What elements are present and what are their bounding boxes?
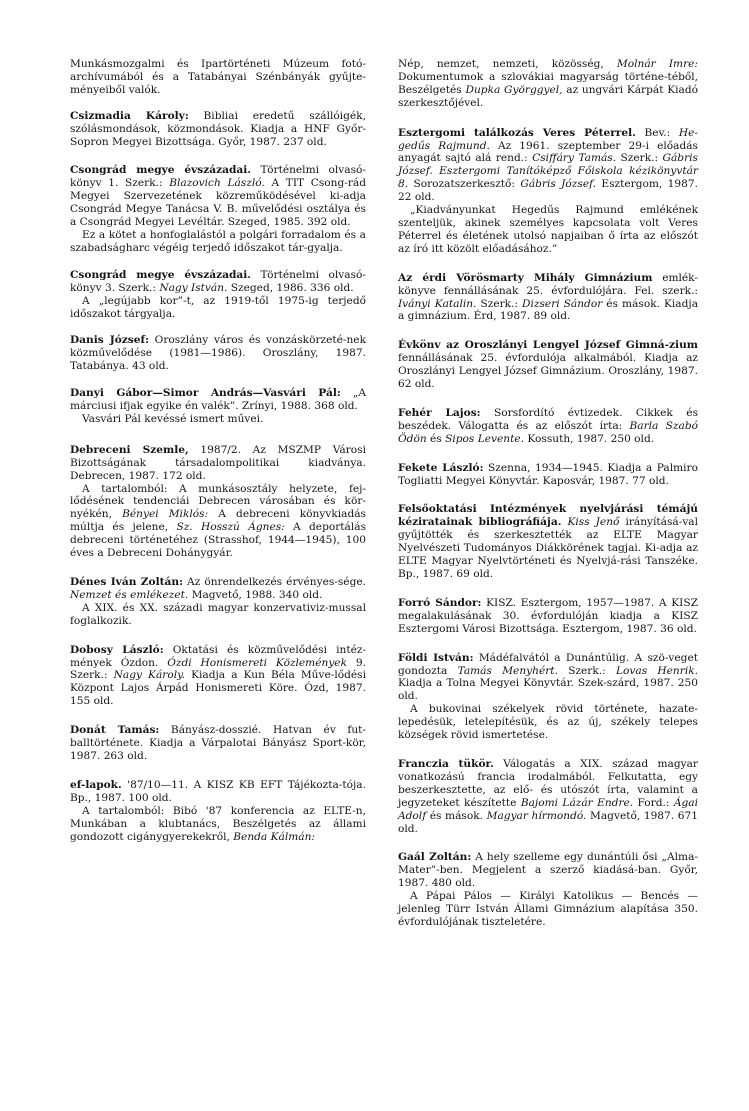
entry-editor: Kiss Jenő <box>567 516 620 529</box>
entry-text: Szenna, 1934—1945. Kiadja a Palmiro Togliatti Megyei Könyvtár. Kaposvár, 1987. 77 old. <box>398 461 698 487</box>
entry-dobosy <box>70 644 366 709</box>
entry-donat <box>70 724 366 763</box>
entry-author: Fekete László: <box>398 461 484 474</box>
entry-text: emlék-könyve fennállásának 25. évfordulójára. Fel. szerk.: <box>398 271 698 297</box>
entry-text: KISZ. Esztergom, 1957—1987. A KISZ megalakulásának 30. évfordulóján kiadja a KISZ Esztergomi Városi Bizottsága. Esztergom, 1987. 36 old. <box>398 596 698 635</box>
entry-note <box>70 483 366 560</box>
entry-text-part: az ungvári Kárpát Kiadó szerkesztőjével. <box>398 83 698 109</box>
entry-editor: Ágai Adolf <box>398 796 698 822</box>
entry-title: Debreceni Szemle, <box>70 443 189 456</box>
entry-text-part: Dokumentumok a szlovákiai magyarság történe-téből, Beszélgetés <box>398 70 698 96</box>
entry-title: Évkönv az Oroszlányi Lengyel József Gimná-zium <box>398 339 698 352</box>
entry-text: Esztergom, 1987. 22 old. <box>398 178 699 204</box>
entry-text: Oktatási és közművelődési intéz-mények Ózdon. <box>70 643 367 669</box>
entry-series: Nemzet és emlékezet. <box>70 588 189 601</box>
entry-text: Sorozatszerkesztő: <box>408 178 521 191</box>
entry-esztergomi <box>398 127 698 256</box>
note-author: Benda Kálmán: <box>233 830 315 843</box>
entry-debreceni-szemle <box>70 444 366 560</box>
entry-text: Sorsfordító évtizedek. Cikkek és beszédek. Válogatta és az előszót írta: <box>398 406 699 432</box>
entry-author: Dupka Györggyel, <box>465 83 563 96</box>
entry-text: Oroszlány város és vonzáskörzeté-nek közművelődése (1981—1986). Oroszlány, 1987. Tatabánya. 43 old. <box>70 334 366 373</box>
entry-editor: Iványi Katalin. <box>398 297 477 310</box>
entry-author: Donát Tamás: <box>70 724 160 737</box>
entry-text: Az 1961. szeptember 29-i előadás anyagát sajtó alá rend.: <box>398 139 698 165</box>
note-text: A deportálás debreceni történetéhez (Strasshof, 1944—1945), 100 éves a Debreceni Dohánygyár. <box>70 521 367 560</box>
entry-author: Földi István: <box>398 651 474 664</box>
entry-title: ef-lapok. <box>70 778 122 791</box>
entry-text: és mások. Kiadja a gimnázium. Érd, 1987. 89 old. <box>398 297 699 323</box>
entry-text: Történelmi olvasó-könyv 1. Szerk.: <box>70 164 366 190</box>
entry-text: és mások. <box>426 809 487 822</box>
entry-text <box>398 58 698 110</box>
entry-author: Forró Sándor: <box>398 596 482 609</box>
entry-editor: Dizseri Sándor <box>522 297 603 310</box>
entry-author: Danis József: <box>70 334 149 347</box>
entry-text: 9. Szerk.: <box>70 656 366 682</box>
entry-franczia <box>398 758 698 835</box>
entry-editor: Lovas Henrik. <box>616 664 698 677</box>
entry-text: irányításá-val gyűjtötték és szerkesztették az ELTE Magyar Nyelvészeti Tudományos Diákkörének tagjai. Ki-adja az ELTE Magyar Nyelvtörténeti és Nyelvjá-rási Tanszéke. Bp., 1987. 69 old. <box>398 516 699 580</box>
entry-title: Franczia tükör. <box>398 757 494 770</box>
entry-text: Bibliai eredetű szállóigék, szólásmondások, közmondások. Kiadja a HNF Győr-Sopron Megyei Bizottsága. Győr, 1987. 237 old. <box>70 109 366 148</box>
entry-title: Az érdi Vörösmarty Mihály Gimnázium <box>398 271 653 284</box>
entry-forro <box>398 597 698 636</box>
entry-note: A „legújabb kor”-t, az 1919-től 1975-ig terjedő időszakot tárgyalja. <box>70 294 366 320</box>
entry-text: Kiadja a Tolna Megyei Könyvtár. Szek-szárd, 1987. 250 old. <box>398 677 698 703</box>
entry-erdi-vorosmarty <box>398 272 698 324</box>
entry-author: Danyi Gábor—Simor András—Vasvári Pál: <box>70 387 341 400</box>
entry-text: Szeged, 1986. 336 old. <box>227 281 354 294</box>
note-text: A tartalomból: Bibó '87 konferencia az ELTE-n, Munkában a klubtanács, Beszélgetés az állami gondozott cigánygyerekekről, <box>70 804 366 843</box>
entry-text: Kossuth, 1987. 250 old. <box>524 432 655 445</box>
entry-author: Molnár Imre: <box>616 58 698 70</box>
entry-fekete <box>398 462 698 488</box>
entry-text: és <box>426 432 446 445</box>
entry-series: Ózdi Honismereti Közlemények <box>167 656 347 669</box>
entry-text: Válogatás a XIX. század magyar vonatkozású francia irodalmából. Felkutatta, egy beszerkesztette, az elő- és utószót írta, valamint a jegyzeteket készítette <box>398 757 698 809</box>
entry-text: Kiadja a Kun Béla Műve-lődési Központ Lajos Árpád Honismereti Köre. Ózd, 1987. 155 old. <box>70 669 366 708</box>
entry-author: Fehér Lajos: <box>398 406 481 419</box>
entry-editor: Tamás Menyhért. <box>457 664 558 677</box>
entry-continuation <box>398 58 698 110</box>
right-column <box>398 58 698 929</box>
entry-text-part: Nép, nemzet, nemzeti, közösség, <box>398 58 617 70</box>
entry-note: Ez a kötet a honfoglalástól a polgári forradalom és a szabadságharc végéig terjedő időszakot tár-gyalja. <box>70 228 366 254</box>
entry-text: '87/10—11. A KISZ KB EFT Tájékozta-tója. Bp., 1987. 100 old. <box>70 778 366 804</box>
entry-text: A hely szelleme egy dunántúli ősi „Alma-Mater”-ben. Megjelent a szerző kiadásá-ban. Győr, 1987. 480 old. <box>398 851 698 890</box>
entry-text: Történelmi olvasó-könyv 3. Szerk.: <box>70 268 366 294</box>
entry-title: Esztergomi találkozás Veres Péterrel. <box>398 126 636 139</box>
entry-csongrad-1 <box>70 164 366 254</box>
entry-editor: Barla Szabó Ödön <box>398 419 698 445</box>
entry-editor: Blazovich László. <box>169 177 265 190</box>
note-author: Sz. Hosszú Ágnes: <box>176 521 285 534</box>
entry-text: Magvető, 1988. 340 old. <box>188 588 323 601</box>
entry-text: 1987/2. Az MSZMP Városi Bizottságának társadalompolitikai kiadványa. Debrecen, 1987. 172 old. <box>70 443 366 482</box>
entry-text: Bányász-dosszié. Hatvan év fut-balltörténete. Kiadja a Várpalotai Bányász Sport-kör, 1987. 263 old. <box>70 724 366 762</box>
entry-danis <box>70 334 366 373</box>
entry-feher <box>398 407 698 446</box>
entry-text: „A márciusi ifjak egyike én valék”. Zrínyi, 1988. 368 old. <box>70 387 366 413</box>
entry-note <box>70 805 366 844</box>
entry-author: Gaál Zoltán: <box>398 851 472 864</box>
entry-note: A bukovinai székelyek rövid története, hazate-lepedésük, letelepítésük, és az új, székely telepes községek rövid ismertetése. <box>398 703 698 742</box>
entry-evkonv <box>398 339 698 391</box>
entry-editor: Sipos Levente. <box>445 432 525 445</box>
entry-editor: Nagy Károly. <box>113 669 186 682</box>
entry-danyi <box>70 387 366 426</box>
entry-text: Szerk.: <box>616 152 663 165</box>
entry-text: A TIT Csong-rád Megyei Szervezetének közreműködésével ki-adja Csongrád Megye Tanácsa V. B. művelődési osztálya és a Csongrád Megyei Levéltár. Szeged, 1985. 392 old. <box>70 177 367 229</box>
entry-text: Szerk.: <box>557 664 616 677</box>
note-text: A debreceni könyvkiadás múltja és jelene, <box>70 508 366 534</box>
entry-note: A Pápai Pálos — Királyi Katolikus — Bencés — jelenleg Türr István Állami Gimnázium alapítása 350. évfordulójának tiszteletére. <box>398 890 698 928</box>
entry-text: fennállásának 25. évfordulója alkalmából. Kiadja az Oroszlányi Lengyel József Gimnázium. Oroszlány, 1987. 62 old. <box>398 352 698 391</box>
entry-denes <box>70 576 366 628</box>
entry-editor: He-gedűs Rajmund. <box>398 126 699 152</box>
entry-csongrad-3 <box>70 269 366 321</box>
entry-editor: Gábris József. <box>520 178 597 191</box>
entry-text: Ford.: <box>633 796 674 809</box>
entry-text: Magvető, 1987. 671 old. <box>398 809 698 835</box>
entry-author: Csizmadia Károly: <box>70 109 189 122</box>
entry-author: Dobosy László: <box>70 643 164 656</box>
left-column <box>70 58 366 843</box>
entry-editor: Nagy István. <box>159 281 228 294</box>
note-author: Bényei Miklós: <box>122 508 209 521</box>
entry-intro-continuation <box>70 58 366 97</box>
entry-text: Bev.: <box>635 126 679 139</box>
entry-text: Az önrendelkezés érvényes-sége. <box>182 576 366 588</box>
entry-editor: Bajomi Lázár Endre. <box>520 796 634 809</box>
entry-editor: Csiffáry Tamás. <box>532 152 617 165</box>
entry-text: Szerk.: <box>476 297 523 310</box>
entry-series: Magyar hírmondó. <box>486 809 587 822</box>
entry-note: Vasvári Pál kevéssé ismert művei. <box>82 412 264 425</box>
entry-series: Gábris József. Esztergomi Tanítóképző Főiskola kézikönyvtár 8. <box>398 152 698 191</box>
entry-gaal <box>398 851 698 928</box>
entry-title: Csongrád megye évszázadai. <box>70 268 251 281</box>
entry-foldi <box>398 652 698 742</box>
entry-title: Felsőoktatási Intézmények nyelvjárási témájú kéziratainak bibliográfiája. <box>398 503 698 529</box>
entry-csizmadia <box>70 110 366 149</box>
entry-note: A XIX. és XX. századi magyar konzervativiz-mussal foglalkozik. <box>70 601 366 627</box>
entry-text: Munkásmozgalmi és Ipartörténeti Múzeum fotó-archívumából és a Tatabányai Szénbányák gyűjte-ményeiből valók. <box>70 58 366 96</box>
entry-text: Mádéfalvától a Dunántúlig. A szö-veget gondozta <box>398 651 698 677</box>
entry-author: Dénes Iván Zoltán: <box>70 576 183 588</box>
note-text: A tartalomból: A munkásosztály helyzete, fej-lődésének tendenciái Debrecen városában és kör-nyékén, <box>70 482 366 521</box>
entry-title: Csongrád megye évszázadai. <box>70 164 251 177</box>
entry-felsooktatasi <box>398 503 698 580</box>
entry-ef-lapok <box>70 779 366 844</box>
entry-note: „Kiadványunkat Hegedűs Rajmund emlékének szenteljük, akinek személyes kapcsolata volt Veres Péterrel és életének utolsó napjaiban ő írta az előszót az író itt közölt előadásához.” <box>398 204 698 255</box>
